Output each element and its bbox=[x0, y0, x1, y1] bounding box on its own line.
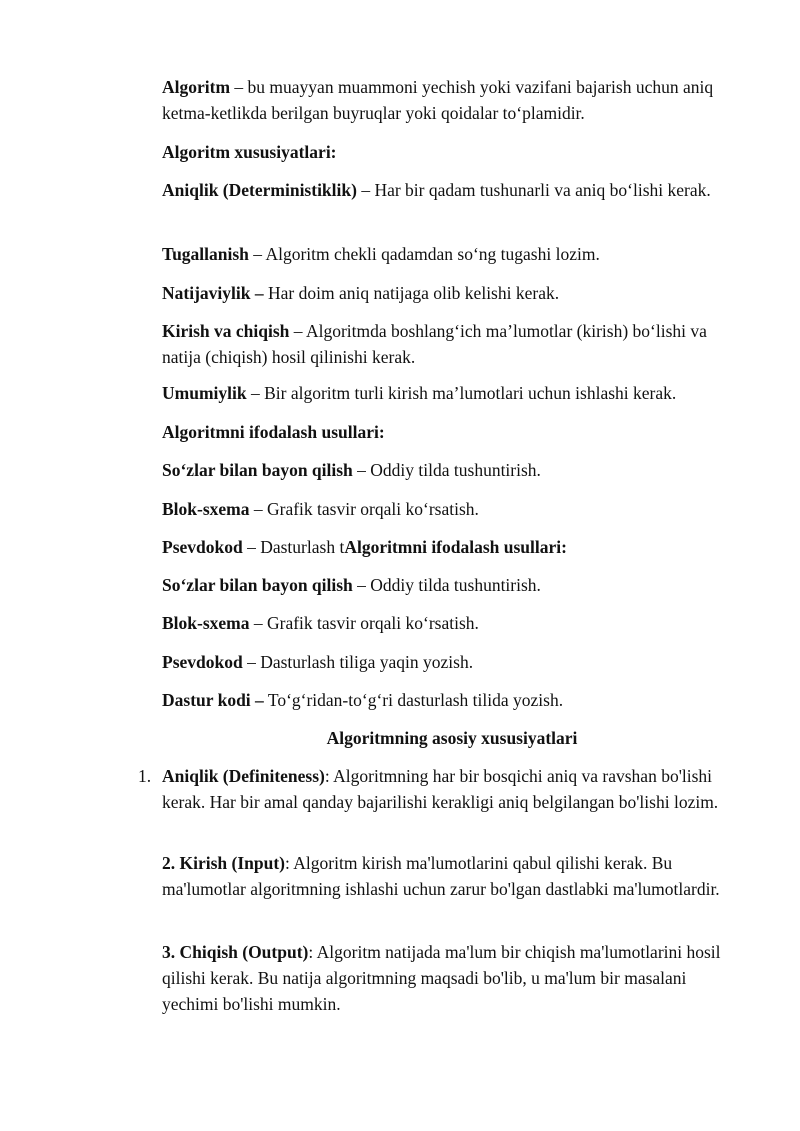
definition-text: – bu muayyan muammoni yechish yoki vazifani bajarish uchun aniq ketma-ketlikda berilgan buyruqlar yoki qoidalar to‘plamidir. bbox=[162, 77, 714, 123]
heading-algoritm-properties bbox=[162, 139, 730, 165]
term-bold: Algoritmni ifodalash usullari: bbox=[344, 537, 567, 557]
term-bold: 2. Kirish (Input) bbox=[162, 853, 286, 873]
heading-ifodalash-usullari bbox=[162, 419, 730, 445]
term-bold: Natijaviylik – bbox=[162, 283, 264, 303]
paragraph-dastur-kodi bbox=[162, 687, 730, 713]
term-bold: Psevdokod bbox=[162, 537, 243, 557]
term-bold: Aniqlik (Definiteness) bbox=[162, 766, 325, 786]
list-item-input bbox=[162, 850, 730, 902]
term-bold: Aniqlik (Deterministiklik) bbox=[162, 180, 357, 200]
term-bold: Umumiylik bbox=[162, 383, 247, 403]
paragraph-psevdokod bbox=[162, 649, 730, 675]
paragraph-natijaviylik bbox=[162, 280, 730, 306]
term-bold: So‘zlar bilan bayon qilish bbox=[162, 460, 353, 480]
definition-text: : Algoritm kirish ma'lumotlarini qabul qilishi kerak. Bu ma'lumotlar algoritmning ishlashi uchun zarur bo'lgan dastlabki ma'lumotlardir. bbox=[162, 853, 720, 899]
term-bold: Algoritm xususiyatlari: bbox=[162, 142, 337, 162]
definition-text: – Algoritm chekli qadamdan so‘ng tugashi lozim. bbox=[248, 244, 600, 264]
definition-text: – Grafik tasvir orqali ko‘rsatish. bbox=[249, 499, 479, 519]
paragraph-umumiylik bbox=[162, 380, 730, 406]
definition-text: – Oddiy tilda tushuntirish. bbox=[352, 460, 541, 480]
paragraph-aniqlik bbox=[162, 177, 730, 203]
paragraph-psevdokod-broken bbox=[162, 534, 730, 560]
paragraph-kirish-chiqish bbox=[162, 318, 730, 370]
list-item-output bbox=[162, 939, 730, 1017]
list-item-definiteness bbox=[162, 763, 730, 815]
definition-text: – Bir algoritm turli kirish ma’lumotlari uchun ishlashi kerak. bbox=[246, 383, 677, 403]
definition-text: – Dasturlash t bbox=[242, 537, 345, 557]
term-bold: 3. Chiqish (Output) bbox=[162, 942, 309, 962]
paragraph-blok-sxema-2 bbox=[162, 610, 730, 636]
paragraph-blok-sxema bbox=[162, 496, 730, 522]
definition-text: : Algoritm natijada ma'lum bir chiqish ma'lumotlarini hosil qilishi kerak. Bu natija algoritmning maqsadi bo'lib, u ma'lum bir masalani yechimi bo'lishi mumkin. bbox=[162, 942, 721, 1014]
paragraph-sozlar-bilan bbox=[162, 457, 730, 483]
term-bold: Dastur kodi – bbox=[162, 690, 264, 710]
definition-text: – Algoritmda boshlang‘ich ma’lumotlar (kirish) bo‘lishi va natija (chiqish) hosil qilinishi kerak. bbox=[162, 321, 707, 367]
definition-text: – Grafik tasvir orqali ko‘rsatish. bbox=[249, 613, 479, 633]
term-bold: Blok-sxema bbox=[162, 613, 250, 633]
term-bold: Blok-sxema bbox=[162, 499, 250, 519]
term-bold: Tugallanish bbox=[162, 244, 249, 264]
definition-text: To‘g‘ridan-to‘g‘ri dasturlash tilida yozish. bbox=[263, 690, 564, 710]
term-bold: So‘zlar bilan bayon qilish bbox=[162, 575, 353, 595]
paragraph-algoritm-definition bbox=[162, 74, 730, 126]
definition-text: – Oddiy tilda tushuntirish. bbox=[352, 575, 541, 595]
definition-text: : Algoritmning har bir bosqichi aniq va ravshan bo'lishi kerak. Har bir amal qanday bajarilishi kerakligi aniq belgilangan bo'lishi lozim. bbox=[162, 766, 719, 812]
paragraph-tugallanish bbox=[162, 241, 730, 267]
definition-text: Har doim aniq natijaga olib kelishi kerak. bbox=[263, 283, 560, 303]
paragraph-sozlar-bilan-2 bbox=[162, 572, 730, 598]
term-bold: Psevdokod bbox=[162, 652, 243, 672]
section-heading: Algoritmning asosiy xususiyatlari bbox=[326, 728, 578, 748]
term-bold: Algoritmni ifodalash usullari: bbox=[162, 422, 385, 442]
term-bold: Algoritm bbox=[162, 77, 231, 97]
definition-text: – Har bir qadam tushunarli va aniq bo‘lishi kerak. bbox=[356, 180, 711, 200]
term-bold: Kirish va chiqish bbox=[162, 321, 290, 341]
definition-text: – Dasturlash tiliga yaqin yozish. bbox=[242, 652, 474, 672]
list-number: 1. bbox=[138, 766, 152, 786]
